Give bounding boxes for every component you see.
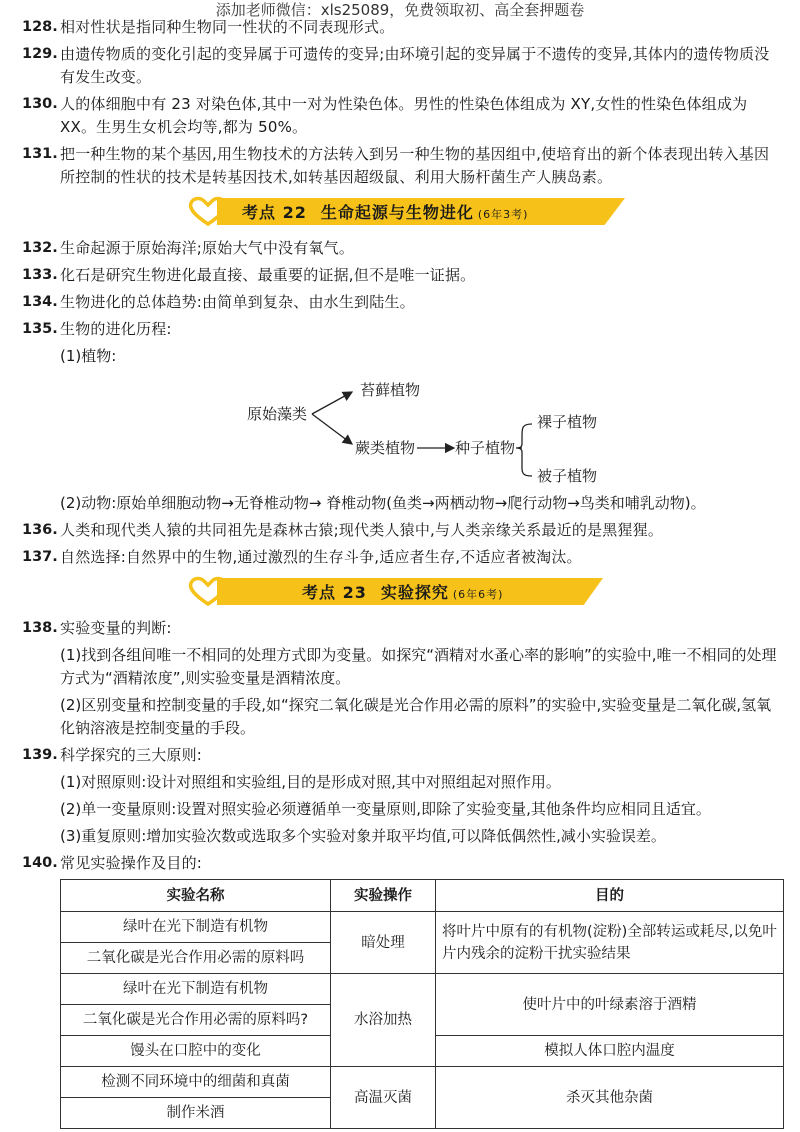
item-number: 137. [22, 549, 58, 565]
tree-seed-label: 种子植物 [455, 439, 516, 457]
table-cell: 高温灭菌 [331, 1067, 436, 1129]
item-number: 139. [22, 747, 58, 763]
table-row [61, 974, 784, 1005]
item-text: 把一种生物的某个基因,用生物技术的方法转入到另一种生物的基因组中,使培育出的新个体表现出转入基因所控制的性状的技术是转基因技术,如转基因超级鼠、利用大肠杆菌生产人胰岛素。 [60, 145, 770, 186]
page-content [22, 16, 784, 1129]
table-cell: 制作米酒 [61, 1098, 331, 1129]
tree-angio-label: 被子植物 [537, 467, 598, 485]
item-number: 138. [22, 620, 58, 636]
section-note: (6年3考) [477, 208, 529, 221]
table-cell: 模拟人体口腔内温度 [436, 1036, 784, 1067]
item-text: 人类和现代类人猿的共同祖先是森林古猿;现代类人猿中,与人类亲缘关系最近的是黑猩猩。 [60, 521, 664, 539]
item-text: 生物进化的总体趋势:由简单到复杂、由水生到陆生。 [60, 293, 415, 311]
list-item [22, 318, 784, 341]
table-row [61, 1067, 784, 1098]
list-item [22, 93, 784, 139]
item-number: 132. [22, 240, 58, 256]
item-number: 131. [22, 146, 58, 162]
section-title [242, 200, 528, 223]
section-header-22 [22, 195, 784, 227]
item-text: 自然选择:自然界中的生物,通过激烈的生存斗争,适应者生存,不适应者被淘汰。 [60, 548, 582, 566]
animals-line: (2)动物:原始单细胞动物→无脊椎动物→ 脊椎动物(鱼类→两栖动物→爬行动物→鸟类和哺乳动物)。 [60, 494, 706, 512]
item-text: 由遗传物质的变化引起的变异属于可遗传的变异;由环境引起的变异属于不遗传的变异,其体内的遗传物质没有发生改变。 [60, 45, 770, 86]
plant-evolution-diagram [22, 372, 784, 484]
section-title [302, 580, 503, 603]
table-row [61, 912, 784, 943]
list-item [22, 264, 784, 287]
table-cell: 使叶片中的叶绿素溶于酒精 [436, 974, 784, 1036]
plants-label: (1)植物: [60, 347, 117, 365]
item-text: 实验变量的判断: [60, 619, 172, 637]
table-cell: 将叶片中原有的有机物(淀粉)全部转运或耗尽,以免叶片内残余的淀粉干扰实验结果 [436, 912, 784, 974]
header-cell: 实验操作 [331, 880, 436, 912]
list-item [22, 16, 784, 39]
item-number: 140. [22, 855, 58, 871]
sub-item: (1)找到各组间唯一不相同的处理方式即为变量。如探究“酒精对水蚤心率的影响”的实验中,唯一不相同的处理方式为“酒精浓度”,则实验变量是酒精浓度。 [60, 646, 777, 687]
tree-moss-label: 苔藓植物 [360, 381, 421, 399]
table-cell: 二氧化碳是光合作用必需的原料吗 [61, 943, 331, 974]
sub-item: (1)对照原则:设计对照组和实验组,目的是形成对照,其中对照组起对照作用。 [60, 773, 561, 791]
table-cell: 水浴加热 [331, 974, 436, 1067]
header-cell: 目的 [436, 880, 784, 912]
list-item [22, 291, 784, 314]
item-number: 135. [22, 321, 58, 337]
section-code: 考点 22 [242, 203, 307, 222]
sub-item: (3)重复原则:增加实验次数或选取多个实验对象并取平均值,可以降低偶然性,减小实验误差。 [60, 827, 666, 845]
item-text: 人的体细胞中有 23 对染色体,其中一对为性染色体。男性的性染色体组成为 XY,女性的性染色体组成为 XX。生男生女机会均等,都为 50%。 [60, 95, 748, 136]
section-code: 考点 23 [302, 583, 367, 602]
list-item [22, 237, 784, 260]
list-item [22, 617, 784, 640]
sub-item: (2)区别变量和控制变量的手段,如“探究二氧化碳是光合作用必需的原料”的实验中,实验变量是二氧化碳,氢氧化钠溶液是控制变量的手段。 [60, 696, 772, 737]
tree-gymno-label: 裸子植物 [537, 413, 598, 431]
list-item [22, 744, 784, 767]
item-text: 科学探究的三大原则: [60, 746, 203, 764]
section-name: 实验探究 [380, 583, 449, 602]
item-number: 133. [22, 267, 58, 283]
list-item [22, 852, 784, 875]
table-header-row [61, 880, 784, 912]
item-text: 相对性状是指同种生物同一性状的不同表现形式。 [60, 18, 395, 36]
table-cell: 检测不同环境中的细菌和真菌 [61, 1067, 331, 1098]
section-note: (6年6考) [452, 588, 504, 601]
item-number: 134. [22, 294, 58, 310]
item-text: 化石是研究生物进化最直接、最重要的证据,但不是唯一证据。 [60, 266, 476, 284]
table-cell: 杀灭其他杂菌 [436, 1067, 784, 1129]
list-item [22, 43, 784, 89]
item-number: 130. [22, 96, 58, 112]
item-text: 常见实验操作及目的: [60, 854, 203, 872]
experiment-table [60, 879, 784, 1129]
item-number: 129. [22, 46, 58, 62]
table-cell: 绿叶在光下制造有机物 [61, 912, 331, 943]
item-text: 生物的进化历程: [60, 320, 172, 338]
item-number: 136. [22, 522, 58, 538]
list-item [22, 519, 784, 542]
sub-item: (2)单一变量原则:设置对照实验必须遵循单一变量原则,即除了实验变量,其他条件均应相同且适宜。 [60, 800, 711, 818]
table-cell: 暗处理 [331, 912, 436, 974]
tree-fern-label: 蕨类植物 [355, 439, 416, 457]
watermark-text: 添加老师微信：xls25089，免费领取初、高全套押题卷 [215, 1, 585, 19]
list-item [22, 546, 784, 569]
table-cell: 二氧化碳是光合作用必需的原料吗? [61, 1005, 331, 1036]
tree-root-label: 原始藻类 [247, 405, 308, 423]
header-cell: 实验名称 [61, 880, 331, 912]
item-text: 生命起源于原始海洋;原始大气中没有氧气。 [60, 239, 355, 257]
item-number: 128. [22, 19, 58, 35]
table-cell: 绿叶在光下制造有机物 [61, 974, 331, 1005]
list-item [22, 143, 784, 189]
section-header-23 [22, 575, 784, 607]
section-name: 生命起源与生物进化 [320, 203, 474, 222]
table-cell: 馒头在口腔中的变化 [61, 1036, 331, 1067]
